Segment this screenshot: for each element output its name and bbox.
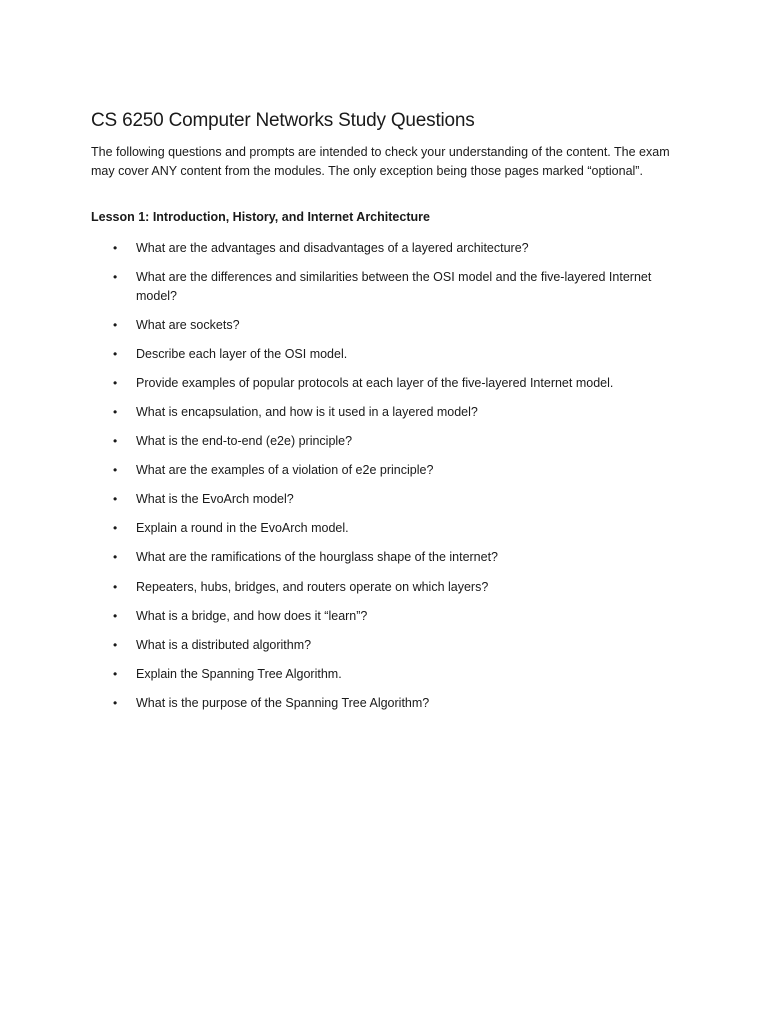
question-list: [91, 239, 681, 723]
question-text: What are the examples of a violation of e2e principle?: [136, 463, 434, 478]
page-title: CS 6250 Computer Networks Study Questions: [91, 110, 475, 131]
list-item: [91, 316, 681, 335]
question-text: What is a bridge, and how does it “learn”?: [136, 608, 368, 623]
list-item: [91, 578, 681, 597]
list-item: [91, 694, 681, 713]
bullet-icon: •: [113, 317, 118, 332]
intro-paragraph: The following questions and prompts are intended to check your understanding of the content. The exam may cover ANY content from the modules. The only exception being those pages marked “optional”.: [91, 145, 670, 178]
question-text: Explain a round in the EvoArch model.: [136, 521, 349, 536]
list-item: [91, 490, 681, 509]
list-item: [91, 239, 681, 258]
bullet-icon: •: [113, 521, 118, 536]
question-text: What are the ramifications of the hourglass shape of the internet?: [136, 550, 499, 565]
bullet-icon: •: [113, 608, 118, 623]
question-text: Describe each layer of the OSI model.: [136, 346, 348, 361]
bullet-icon: •: [113, 492, 118, 507]
question-text: What is a distributed algorithm?: [136, 637, 312, 652]
question-text: Explain the Spanning Tree Algorithm.: [136, 666, 342, 681]
list-item: [91, 374, 681, 393]
bullet-icon: •: [113, 463, 118, 478]
question-text: What are sockets?: [136, 317, 240, 332]
list-item: [91, 268, 681, 305]
list-item: [91, 432, 681, 451]
bullet-icon: •: [113, 346, 118, 361]
bullet-icon: •: [113, 695, 118, 710]
question-text: What is the EvoArch model?: [136, 492, 294, 507]
bullet-icon: •: [113, 579, 118, 594]
question-text: What is the purpose of the Spanning Tree Algorithm?: [136, 695, 430, 710]
list-item: [91, 636, 681, 655]
bullet-icon: •: [113, 550, 118, 565]
bullet-icon: •: [113, 666, 118, 681]
bullet-icon: •: [113, 434, 118, 449]
lesson-heading: Lesson 1: Introduction, History, and Internet Architecture: [91, 210, 430, 224]
bullet-icon: •: [113, 241, 118, 255]
bullet-icon: •: [113, 637, 118, 652]
question-text: What are the advantages and disadvantages of a layered architecture?: [136, 241, 529, 255]
bullet-icon: •: [113, 270, 118, 285]
bullet-icon: •: [113, 404, 118, 419]
question-text: Repeaters, hubs, bridges, and routers operate on which layers?: [136, 579, 489, 594]
bullet-icon: •: [113, 375, 118, 390]
question-text: Provide examples of popular protocols at each layer of the five-layered Internet model.: [136, 375, 614, 390]
list-item: [91, 519, 681, 538]
list-item: [91, 665, 681, 684]
list-item: [91, 607, 681, 626]
question-text: What are the differences and similarities between the OSI model and the five-layered Internet model?: [136, 270, 652, 303]
question-text: What is encapsulation, and how is it used in a layered model?: [136, 404, 478, 419]
list-item: [91, 345, 681, 364]
list-item: [91, 403, 681, 422]
question-text: What is the end-to-end (e2e) principle?: [136, 434, 353, 449]
list-item: [91, 548, 681, 567]
list-item: [91, 461, 681, 480]
